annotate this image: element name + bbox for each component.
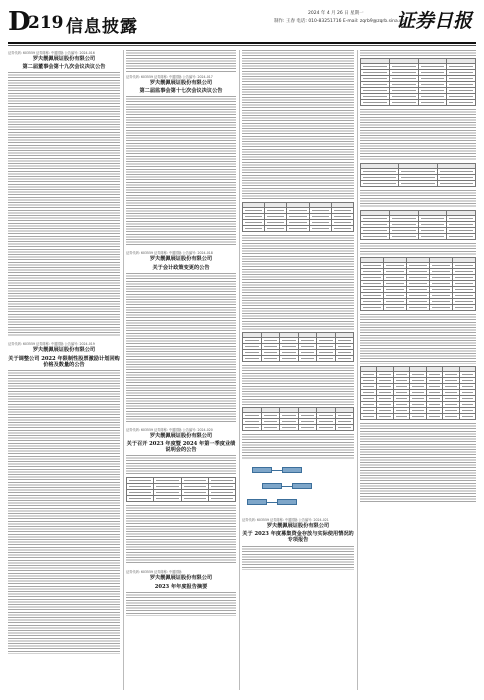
data-table <box>360 366 476 420</box>
body-text <box>360 109 476 161</box>
flowchart-edge <box>267 502 277 503</box>
notice-supervisory-resolution <box>126 74 236 246</box>
body-text <box>8 72 120 337</box>
body-text <box>126 505 236 565</box>
data-table <box>360 210 476 240</box>
notice-fund-usage <box>242 517 354 570</box>
section-title: 信息披露 <box>66 17 138 37</box>
company-name: 罗夫靓佩展证股份有限公司 <box>149 432 213 439</box>
flowchart-node <box>277 499 297 505</box>
body-text <box>360 50 476 56</box>
body-text <box>242 434 354 459</box>
notice-title: 2023 年年度报告摘要 <box>154 583 208 590</box>
stock-code-line: 证券代码: 603559 证券简称: 中通国脉 公告编号: 2024-016 <box>8 51 95 55</box>
column-1 <box>8 50 120 658</box>
notice-title: 关于 2023 年度募集资金存放与实际使用情况的专项报告 <box>242 531 354 544</box>
data-table <box>360 257 476 311</box>
body-text <box>360 243 476 255</box>
data-table <box>360 163 476 187</box>
flowchart-edge <box>272 470 282 471</box>
notice-title: 关于召开 2023 年度暨 2024 年第一季度业绩说明会的公告 <box>126 441 236 454</box>
data-table <box>360 58 476 106</box>
body-text <box>360 423 476 503</box>
data-table <box>242 202 354 232</box>
org-flowchart <box>242 463 354 513</box>
body-text <box>360 314 476 364</box>
company-name: 罗夫靓佩展证股份有限公司 <box>32 347 96 354</box>
body-text <box>242 546 354 570</box>
notice-title: 关于会计政策变更的公告 <box>152 264 210 271</box>
body-text <box>8 370 120 654</box>
column-4 <box>360 50 476 505</box>
company-name: 罗夫靓佩展证股份有限公司 <box>32 56 96 62</box>
newspaper-logo: 证券日报 <box>395 10 472 32</box>
flowchart-edge <box>282 486 292 487</box>
body-text <box>126 50 236 72</box>
stock-code-line: 证券代码: 603559 证券简称: 中通国脉 公告编号: 2024-021 <box>242 518 329 522</box>
header-rule-thin <box>8 45 476 46</box>
data-table <box>242 332 354 362</box>
body-text <box>126 592 236 616</box>
body-text <box>126 273 236 423</box>
notice-annual-report <box>126 569 236 615</box>
data-table <box>126 477 236 502</box>
body-text <box>242 365 354 405</box>
body-text <box>126 96 236 246</box>
header-rule <box>8 42 476 44</box>
notice-title: 第二届监事会第十七次会议决议公告 <box>139 88 223 95</box>
flowchart-node <box>262 483 282 489</box>
column-3 <box>242 50 354 574</box>
column-divider <box>123 50 124 690</box>
body-text <box>242 235 354 330</box>
stock-code-line: 证券代码: 603559 证券简称: 中通国脉 公告编号: 2024-020 <box>126 427 213 432</box>
company-name: 罗夫靓佩展证股份有限公司 <box>149 575 213 582</box>
stock-code-line: 证券代码: 603559 证券简称: 中通国脉 公告编号: 2024-019 <box>8 342 95 347</box>
page-number: 219 <box>28 13 64 33</box>
company-name: 罗夫靓佩展证股份有限公司 <box>149 80 213 86</box>
stock-code-line: 证券代码: 603559 证券简称: 中通国脉 <box>126 570 182 575</box>
column-2 <box>126 50 236 620</box>
notice-board-resolution <box>8 50 120 337</box>
editor-contact: 制作: 王春 电话: 010-83251716 E-mail: zqrb9@zqrb.sina.net <box>274 19 407 24</box>
flowchart-node <box>292 483 312 489</box>
masthead <box>8 6 476 40</box>
flowchart-node <box>247 499 267 505</box>
notice-title: 第二届董事会第十九次会议决议公告 <box>22 64 106 71</box>
flowchart-node <box>252 467 272 473</box>
column-divider <box>239 50 240 690</box>
notice-title: 关于调整公司 2022 年限制性股票激励计划回购价格及数量的公告 <box>8 355 120 368</box>
notice-restricted-stock <box>8 341 120 654</box>
notice-accounting-policy <box>126 250 236 422</box>
issue-date: 2024 年 4 月 26 日 星期一 <box>308 11 364 16</box>
body-text <box>242 50 354 200</box>
company-name: 罗夫靓佩展证股份有限公司 <box>149 256 213 263</box>
body-text <box>360 190 476 208</box>
stock-code-line: 证券代码: 603559 证券简称: 中通国脉 公告编号: 2024-018 <box>126 251 213 256</box>
page-letter: D <box>8 7 31 37</box>
column-divider <box>357 50 358 690</box>
company-name: 罗夫靓佩展证股份有限公司 <box>266 523 330 529</box>
stock-code-line: 证券代码: 603559 证券简称: 中通国脉 公告编号: 2024-017 <box>126 75 213 79</box>
notice-earnings-call <box>126 427 236 566</box>
body-text <box>126 455 236 475</box>
data-table <box>242 407 354 431</box>
flowchart-node <box>282 467 302 473</box>
